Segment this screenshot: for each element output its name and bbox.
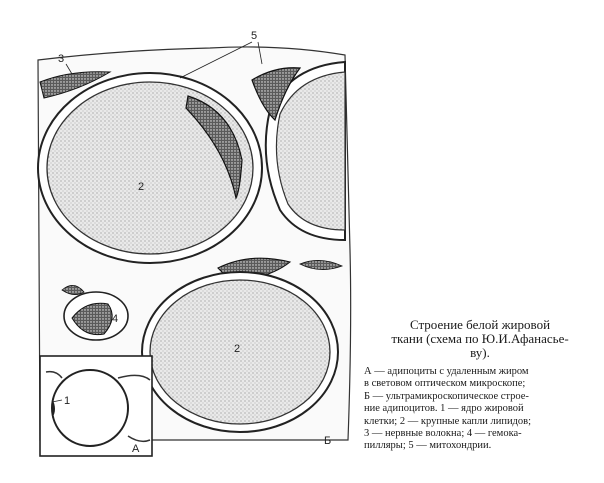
legend-line: клетки; 2 — крупные капли липидов; — [364, 415, 532, 427]
panel-label-a: А — [132, 443, 140, 455]
legend-line: 3 — нервные волокна; 4 — гемока- — [364, 428, 522, 440]
label-mitochondria: 5 — [251, 30, 258, 42]
panel-label-b: Б — [324, 435, 332, 447]
legend-line: А — адипоциты с удаленным жиром — [364, 366, 529, 377]
label-capillary: 4 — [112, 313, 119, 325]
label-lipid-bottom: 2 — [234, 343, 241, 355]
caption-title-line: ткани (схема по Ю.И.Афанасье- — [391, 331, 569, 346]
legend-line: в световом оптическом микроскопе; — [364, 378, 526, 390]
caption-title-line: ву). — [470, 345, 490, 360]
label-nerve: 3 — [58, 53, 65, 65]
label-lipid-top: 2 — [138, 181, 145, 193]
capillary — [64, 292, 128, 340]
lipid-droplet — [47, 82, 253, 254]
legend-line: Б — ультрамикроскопическое строе- — [364, 390, 529, 402]
legend-line: ние адипоцитов. 1 — ядро жировой — [364, 403, 524, 415]
caption-title — [364, 318, 596, 360]
caption-legend — [364, 366, 596, 453]
label-nucleus: 1 — [64, 395, 71, 407]
inset-panel-a — [40, 356, 152, 456]
adipocyte-lower-right — [142, 272, 338, 432]
legend-line: пилляры; 5 — митохондрии. — [364, 440, 492, 452]
caption-title-line: Строение белой жировой — [409, 317, 551, 332]
figure-caption — [364, 318, 596, 453]
